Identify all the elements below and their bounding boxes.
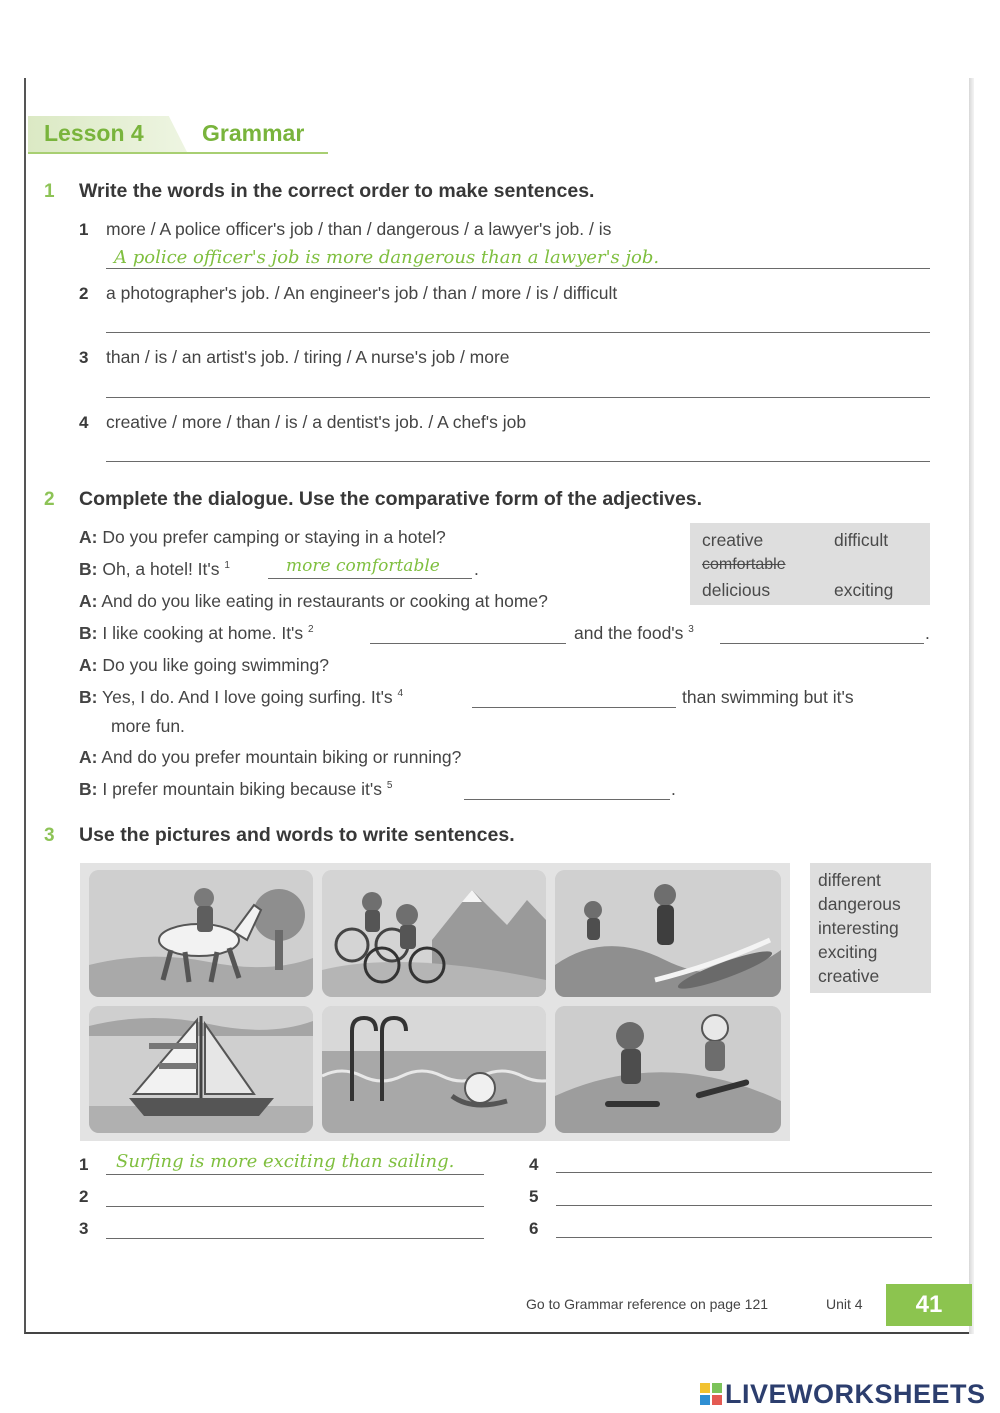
ex2-gap-3-line[interactable] (720, 643, 924, 644)
logo-square (712, 1395, 722, 1405)
ex3-word-different: different (818, 870, 881, 890)
ex3-item-5-number: 5 (529, 1187, 539, 1206)
dialogue-line-6 (79, 687, 403, 708)
skateboarding-icon (555, 1006, 781, 1133)
liveworksheets-brand (700, 1378, 986, 1410)
ex2-word-delicious: delicious (702, 580, 771, 600)
dialogue-line-7 (79, 747, 461, 768)
dialogue-line-3 (79, 591, 548, 612)
exercise-2-title: Complete the dialogue. Use the comparative form of the adjectives. (79, 488, 703, 510)
exercise-1-number: 1 (44, 181, 55, 202)
ex3-item-3-line (106, 1238, 484, 1239)
mountain-biking-icon (322, 870, 546, 997)
ex3-item-6-line (556, 1237, 932, 1238)
dialogue-text: Do you like going swimming? (102, 655, 329, 675)
ex3-item-1-number: 1 (79, 1155, 89, 1174)
ex1-item-3-number: 3 (79, 348, 89, 367)
ex3-word-dangerous: dangerous (818, 894, 901, 914)
gap-number: 3 (688, 624, 694, 636)
dialogue-line-4 (79, 623, 314, 644)
grammar-reference-note: Go to Grammar reference on page 121 (526, 1296, 769, 1312)
dialogue-line-6-cont: more fun. (111, 716, 185, 736)
ex2-gap-2-line[interactable] (370, 643, 566, 644)
picture-sailing (89, 1006, 313, 1133)
ex3-item-5-line (556, 1205, 932, 1206)
dialogue-text: Yes, I do. And I love going surfing. It's (102, 687, 393, 707)
dialogue-line-4-mid (574, 623, 694, 644)
dialogue-line-2 (79, 559, 230, 580)
page-number: 41 (915, 1291, 943, 1318)
ex3-item-4-number: 4 (529, 1155, 539, 1174)
speaker-label: B: (79, 559, 98, 579)
ex3-item-2-number: 2 (79, 1187, 89, 1206)
picture-swimming (322, 1006, 546, 1133)
gap-number: 4 (397, 688, 404, 700)
ex1-item-2-answer-line (106, 332, 930, 333)
dialogue-line-5 (79, 655, 329, 676)
exercise-3-title: Use the pictures and words to write sentences. (79, 824, 515, 846)
ex1-item-2-number: 2 (79, 284, 89, 303)
ex3-item-1-answer[interactable]: Surfing is more exciting than sailing. (116, 1151, 455, 1172)
sailing-icon (89, 1006, 313, 1133)
picture-mountain-biking (322, 870, 546, 997)
logo-square (700, 1395, 710, 1405)
ex3-word-creative: creative (818, 966, 880, 986)
dialogue-text: And do you like eating in restaurants or cooking at home? (101, 591, 548, 611)
ex2-gap-5-line[interactable] (464, 799, 670, 800)
logo-square (700, 1383, 710, 1393)
header-underline (28, 152, 328, 154)
surfing-icon (555, 870, 781, 997)
ex2-word-difficult: difficult (834, 530, 889, 550)
ex3-item-3-number: 3 (79, 1219, 89, 1238)
ex2-gap-1-answer[interactable]: more comfortable (286, 556, 440, 576)
logo-square (712, 1383, 722, 1393)
gap-number: 1 (224, 560, 230, 572)
dialogue-line-1 (79, 527, 446, 548)
ex1-item-1-answer-line (106, 268, 930, 269)
exercise-1-title: Write the words in the correct order to make sentences. (79, 180, 595, 202)
lesson-label: Lesson 4 (44, 120, 144, 146)
ex2-gap-1-line (268, 578, 472, 579)
ex2-word-creative: creative (702, 530, 764, 550)
ex2-word-exciting: exciting (834, 580, 894, 600)
speaker-label: B: (79, 687, 98, 707)
gap-number: 2 (308, 624, 314, 636)
ex1-item-4-prompt: creative / more / than / is / a dentist's job. / A chef's job (106, 412, 527, 432)
gap-number: 5 (386, 780, 393, 792)
ex3-word-interesting: interesting (818, 918, 899, 938)
ex1-item-4-answer-line (106, 461, 930, 462)
picture-horse-riding (89, 870, 313, 997)
page-edge (969, 78, 974, 1334)
ex1-item-3-prompt: than / is / an artist's job. / tiring / A nurse's job / more (106, 347, 510, 367)
picture-skateboarding (555, 1006, 781, 1133)
dialogue-text: Oh, a hotel! It's (102, 559, 220, 579)
dialogue-text: and the food's (574, 623, 684, 643)
ex3-item-4-line (556, 1172, 932, 1173)
exercise-2-number: 2 (44, 489, 55, 510)
dialogue-text: I prefer mountain biking because it's (102, 779, 382, 799)
ex3-item-2-line (106, 1206, 484, 1207)
liveworksheets-logo-icon (700, 1383, 722, 1405)
dialogue-text: Do you prefer camping or staying in a hotel? (102, 527, 446, 547)
brand-text: LIVEWORKSHEETS (725, 1378, 986, 1409)
dialogue-line-6-post: than swimming but it's (682, 687, 854, 707)
ex1-item-1-number: 1 (79, 220, 89, 239)
speaker-label: A: (79, 591, 98, 611)
dialogue-line-8 (79, 779, 392, 800)
ex3-item-1-line (106, 1174, 484, 1175)
ex2-gap-4-line[interactable] (472, 707, 676, 708)
ex2-gap-3-period: . (925, 623, 930, 643)
ex1-item-2-prompt: a photographer's job. / An engineer's job / than / more / is / difficult (106, 283, 618, 303)
speaker-label: A: (79, 655, 98, 675)
unit-label: Unit 4 (826, 1296, 863, 1312)
section-title: Grammar (202, 120, 305, 146)
picture-surfing (555, 870, 781, 997)
speaker-label: B: (79, 779, 98, 799)
speaker-label: A: (79, 747, 98, 767)
ex2-gap-5-period: . (671, 779, 676, 799)
ex2-word-comfortable: comfortable (702, 556, 786, 573)
dialogue-text: And do you prefer mountain biking or running? (101, 747, 462, 767)
ex1-item-3-answer-line (106, 397, 930, 398)
exercise-3-number: 3 (44, 825, 55, 846)
ex3-item-6-number: 6 (529, 1219, 539, 1238)
dialogue-text: I like cooking at home. It's (102, 623, 304, 643)
ex1-item-4-number: 4 (79, 413, 89, 432)
ex1-item-1-prompt: more / A police officer's job / than / dangerous / a lawyer's job. / is (106, 219, 612, 239)
ex3-word-exciting: exciting (818, 942, 878, 962)
ex1-item-1-answer[interactable]: A police officer's job is more dangerous than a lawyer's job. (114, 247, 660, 268)
speaker-label: B: (79, 623, 98, 643)
swimming-icon (322, 1006, 546, 1133)
page-number-badge (886, 1284, 972, 1326)
ex2-gap-1-period: . (474, 559, 479, 579)
horse-riding-icon (89, 870, 313, 997)
speaker-label: A: (79, 527, 98, 547)
